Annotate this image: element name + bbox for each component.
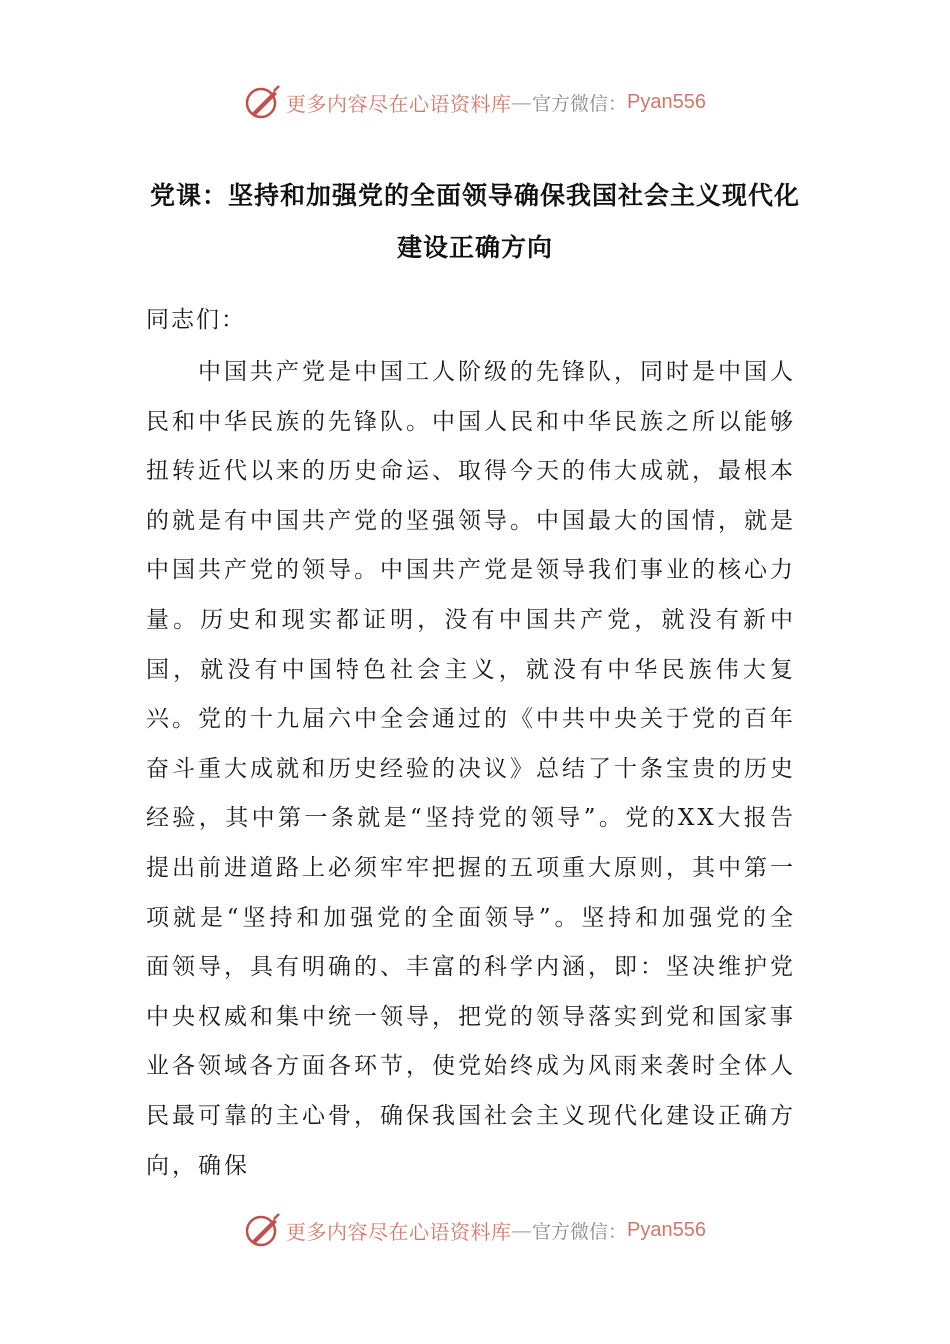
watermark-account: Pyan556 xyxy=(627,90,706,113)
watermark-site-text: 更多内容尽在心语资料库 xyxy=(286,1219,512,1244)
watermark-separator: — xyxy=(511,90,532,114)
watermark-wechat-label: 官方微信： xyxy=(532,1220,628,1243)
header-watermark xyxy=(0,82,950,122)
body-paragraph: 中国共产党是中国工人阶级的先锋队，同时是中国人民和中华民族的先锋队。中国人民和中华民族之所以能够扭转近代以来的历史命运、取得今天的伟大成就，最根本的就是有中国共产党的坚强领导。中国最大的国情，就是中国共产党的领导。中国共产党是领导我们事业的核心力量。历史和现实都证明，没有中国共产党，就没有新中国，就没有中国特色社会主义，就没有中华民族伟大复兴。党的十九届六中全会通过的《中共中央关于党的百年奋斗重大成就和历史经验的决议》总结了十条宝贵的历史经验，其中第一条就是“坚持党的领导”。党的XX大报告提出前进道路上必须牢牢把握的五项重大原则，其中第一项就是“坚持和加强党的全面领导”。坚持和加强党的全面领导，具有明确的、丰富的科学内涵，即：坚决维护党中央权威和集中统一领导，把党的领导落实到党和国家事业各领域各方面各环节，使党始终成为风雨来袭时全体人民最可靠的主心骨，确保我国社会主义现代化建设正确方向，确保 xyxy=(146,359,796,1179)
document-title: 党课：坚持和加强党的全面领导确保我国社会主义现代化建设正确方向 xyxy=(149,181,800,262)
pen-logo-icon xyxy=(244,83,282,121)
watermark-account: Pyan556 xyxy=(627,1218,706,1241)
footer-watermark xyxy=(0,1210,950,1250)
pen-logo-icon xyxy=(244,1211,282,1249)
salutation: 同志们： xyxy=(146,307,246,333)
watermark-separator: — xyxy=(511,1218,532,1242)
watermark-site-text: 更多内容尽在心语资料库 xyxy=(286,91,512,116)
watermark-wechat-label: 官方微信： xyxy=(532,92,628,115)
